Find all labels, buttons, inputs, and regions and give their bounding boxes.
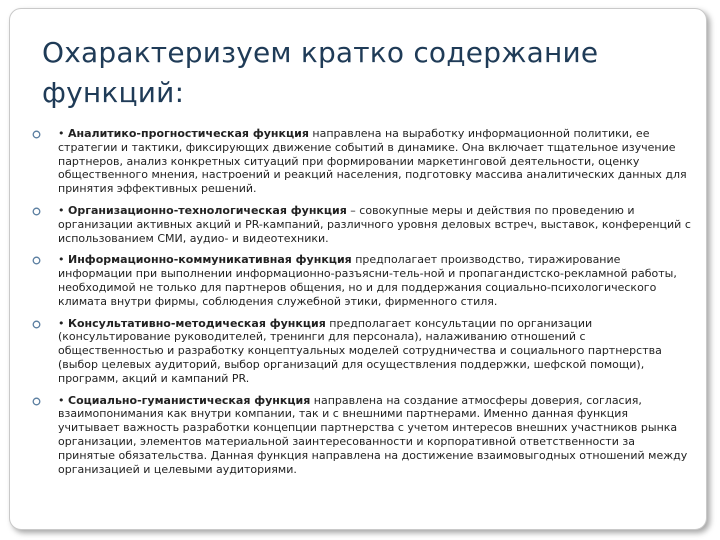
item-text: направлена на выработку информационной политики, ее стратегии и тактики, фиксирующих движение событий в динамике. Она включает тщательное изучение партнеров, анализ конкретных ситуаций при формировании маркетинговой деятельности, оценку общественного мнения, настроений и реакций населения, подготовку массива аналитических данных для принятия эффективных решений. (58, 127, 687, 196)
slide-frame (9, 8, 707, 530)
list-item (32, 394, 692, 477)
item-lead: • (58, 203, 68, 217)
item-lead: • (58, 316, 68, 330)
bullet-icon (32, 397, 41, 406)
item-text: предполагает консультации по организации (консультирование руководителей, тренинги для персонала), налаживанию отношений с общественностью и разработку концептуальных моделей сотрудничества и социального партнерства (выбор целевых аудиторий, выбор организаций для осуществления поддержки, шефской помощи), программ, акций и кампаний PR. (58, 316, 662, 385)
item-text: – совокупные меры и действия по проведению и организации активных акций и PR-кампаний, различного уровня деловых встреч, выставок, конференций с использованием СМИ, аудио- и видеотехники. (58, 203, 691, 245)
bullet-icon (32, 320, 41, 329)
bullet-icon (32, 130, 41, 139)
function-list (32, 127, 692, 484)
item-term: Социально-гуманистическая функция (68, 393, 311, 407)
item-term: Организационно-технологическая функция (68, 203, 347, 217)
item-text: предполагает производство, тиражирование информации при выполнении информационно-разъясни-тель-ной и пропагандистско-рекламной работы, необходимой не только для партнеров общения, но и для поддержания социально-психологического климата внутри фирмы, соблюдения служебной этики, фирменного стиля. (58, 253, 677, 308)
item-term: Аналитико-прогностическая функция (68, 127, 309, 140)
list-item (32, 204, 692, 245)
item-lead: • (58, 393, 68, 407)
item-term: Консультативно-методическая функция (68, 316, 326, 330)
item-lead: • (58, 253, 68, 267)
item-term: Информационно-коммуникативная функция (68, 253, 352, 267)
item-text: направлена на создание атмосферы доверия, согласия, взаимопонимания как внутри компании, так и с внешними партнерами. Именно данная функция учитывает важность разработки концепции партнерства с учетом интересов внешних участников рынка организации, элементов материальной заинтересованности и корпоративной ответственности за принятые обязательства. Данная функция направлена на достижение взаимовыгодных отношений между организацией и целевыми аудиториями. (58, 393, 688, 476)
list-item (32, 317, 692, 386)
list-item (32, 127, 692, 196)
slide-title: Охарактеризуем кратко содержание функций: (42, 36, 599, 109)
item-lead: • (58, 127, 68, 140)
bullet-icon (32, 207, 41, 216)
list-item (32, 253, 692, 308)
bullet-icon (32, 256, 41, 265)
